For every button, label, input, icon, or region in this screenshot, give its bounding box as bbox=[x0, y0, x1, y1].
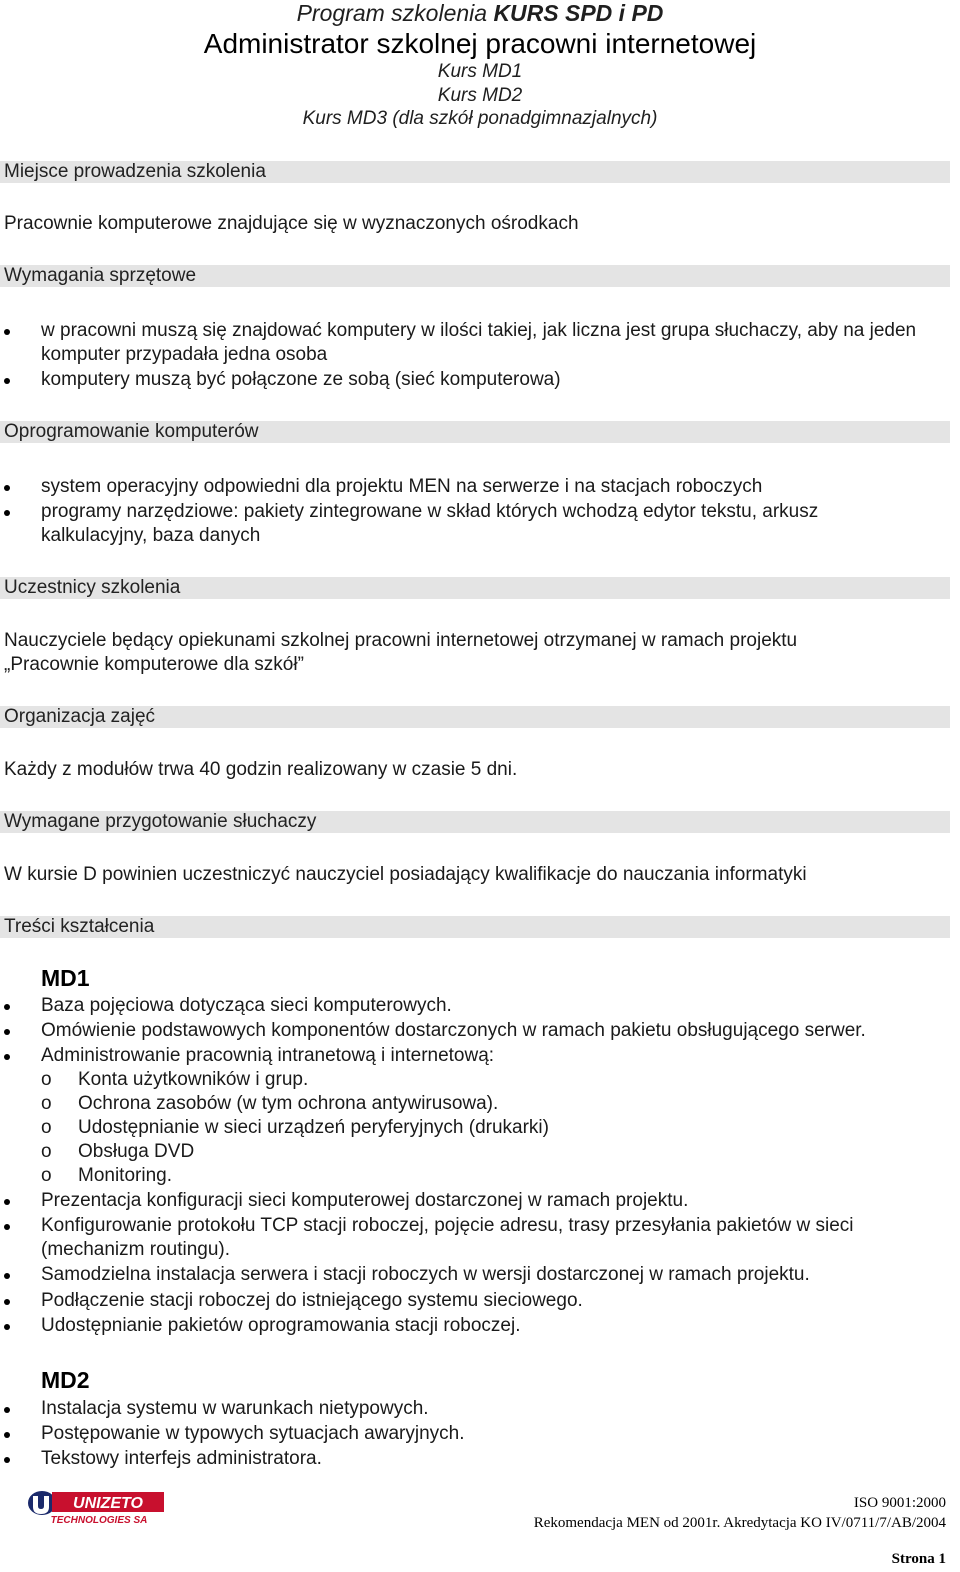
bullet-icon bbox=[4, 1029, 10, 1035]
section-heading-preparation: Wymagane przygotowanie słuchaczy bbox=[0, 811, 950, 833]
participants-text: Nauczyciele będący opiekunami szkolnej pracowni internetowej otrzymanej w ramach projektu „Pracownie komputerowe dla szkół” bbox=[4, 630, 798, 675]
preparation-text: W kursie D powinien uczestniczyć nauczyciel posiadający kwalifikacje do nauczania informatyki bbox=[4, 864, 807, 885]
place-text: Pracownie komputerowe znajdujące się w wyznaczonych ośrodkach bbox=[4, 213, 579, 234]
section-heading-place: Miejsce prowadzenia szkolenia bbox=[0, 161, 950, 183]
bullet-icon bbox=[4, 1224, 10, 1230]
sub-bullet-marker: o bbox=[41, 1069, 52, 1090]
sub-bullet-marker: o bbox=[41, 1165, 52, 1186]
svg-text:TECHNOLOGIES SA: TECHNOLOGIES SA bbox=[50, 1515, 148, 1526]
bullet-icon bbox=[4, 329, 10, 335]
course-line: Kurs MD1 bbox=[437, 61, 523, 82]
bullet-icon bbox=[4, 1299, 10, 1305]
unizeto-logo bbox=[27, 1488, 172, 1526]
course-line: Kurs MD2 bbox=[437, 85, 523, 106]
section-heading-participants: Uczestnicy szkolenia bbox=[0, 577, 950, 599]
organization-text: Każdy z modułów trwa 40 godzin realizowany w czasie 5 dni. bbox=[4, 759, 518, 780]
course-line: Kurs MD3 (dla szkół ponadgimnazjalnych) bbox=[302, 108, 658, 129]
bullet-icon bbox=[4, 1054, 10, 1060]
module-title-md1: MD1 bbox=[41, 965, 90, 991]
bullet-icon bbox=[4, 1199, 10, 1205]
page-number: Strona 1 bbox=[891, 1551, 946, 1567]
bullet-icon bbox=[4, 1457, 10, 1463]
svg-text:UNIZETO: UNIZETO bbox=[73, 1495, 143, 1512]
program-title-bold: KURS SPD i PD bbox=[493, 0, 664, 26]
section-heading-software: Oprogramowanie komputerów bbox=[0, 421, 950, 443]
section-heading-organization: Organizacja zajęć bbox=[0, 706, 950, 728]
module-title-md2: MD2 bbox=[41, 1367, 90, 1393]
bullet-icon bbox=[4, 1273, 10, 1279]
bullet-icon bbox=[4, 1407, 10, 1413]
bullet-icon bbox=[4, 378, 10, 384]
sub-bullet-marker: o bbox=[41, 1117, 52, 1138]
bullet-icon bbox=[4, 510, 10, 516]
bullet-icon bbox=[4, 485, 10, 491]
bullet-icon bbox=[4, 1432, 10, 1438]
sub-bullet-marker: o bbox=[41, 1141, 52, 1162]
program-title: Program szkolenia KURS SPD i PD bbox=[296, 0, 664, 26]
section-heading-contents: Treści kształcenia bbox=[0, 916, 950, 938]
document-subtitle: Administrator szkolnej pracowni internetowej bbox=[203, 28, 757, 59]
iso-certificate: ISO 9001:2000 bbox=[853, 1495, 946, 1511]
bullet-icon bbox=[4, 1004, 10, 1010]
sub-bullet-marker: o bbox=[41, 1093, 52, 1114]
accreditation-text: Rekomendacja MEN od 2001r. Akredytacja KO IV/0711/7/AB/2004 bbox=[533, 1515, 946, 1531]
document-page: Program szkolenia KURS SPD i PD Administrator szkolnej pracowni internetowej Kurs MD1 Kurs MD2 Kurs MD3 (dla szkół ponadgimnazjalnych) Miejsce prowadzenia szkolenia Pracownie komputerowe znajdujące się w wyznaczonych ośrodkach Wymagania sprzętowe w pracowni muszą się znajdować komputery w ilości takiej, jak liczna jest grupa słuchaczy, aby na jeden komputer przypadała jedna osoba komputery muszą być połączone ze sobą (sieć komputerowa) Oprogramowanie komputerów system operacyjny odpowiedni dla projektu MEN na serwerze i na stacjach roboczych programy narzędziowe: pakiety zintegrowane w skład których wchodzą edytor tekstu, arkusz kalkulacyjny, baza danych Uczestnicy szkolenia Nauczyciele będący opiekunami szkolnej pracowni internetowej otrzymanej w ramach projektu „Pracownie komputerowe dla szkół” Organizacja zajęć Każdy z modułów trwa 40 godzin realizowany w czasie 5 dni. Wymagane przygotowanie słuchaczy W kursie D powinien uczestniczyć nauczyciel posiadający kwalifikacje do nauczania informatyki Treści kształcenia MD1 Baza pojęciowa dotycząca sieci komputerowych. Omówienie podstawowych komponentów dostarczonych w ramach pakietu obsługującego serwer. Administrowanie pracownią intranetową i internetową: o Konta użytkowników i grup. o Ochrona zasobów (w tym ochrona antywirusowa). o Udostępnianie w sieci urządzeń peryferyjnych (drukarki) o Obsługa DVD o Monitoring. Prezentacja konfiguracji sieci komputerowej dostarczonej w ramach projektu. Konfigurowanie protokołu TCP stacji roboczej, pojęcie adresu, trasy przesyłania pakietów w sieci (mechanizm routingu). Samodzielna instalacja serwera i stacji roboczych w wersji dostarczonej w ramach projektu. Podłączenie stacji roboczej do istniejącego systemu sieciowego. Udostępnianie pakietów oprogramowania stacji roboczej. MD2 Instalacja systemu w warunkach nietypowych. Postępowanie w typowych sytuacjach awaryjnych. Tekstowy interfejs administratora. UNIZETO TECHNOLOGIES SA ISO 9001:2000 Rekomendacja MEN od 2001r. Akredytacja KO IV/0711/7/AB/2004 Strona 1 bbox=[0, 0, 960, 1572]
bullet-icon bbox=[4, 1324, 10, 1330]
section-heading-hardware: Wymagania sprzętowe bbox=[0, 265, 950, 287]
